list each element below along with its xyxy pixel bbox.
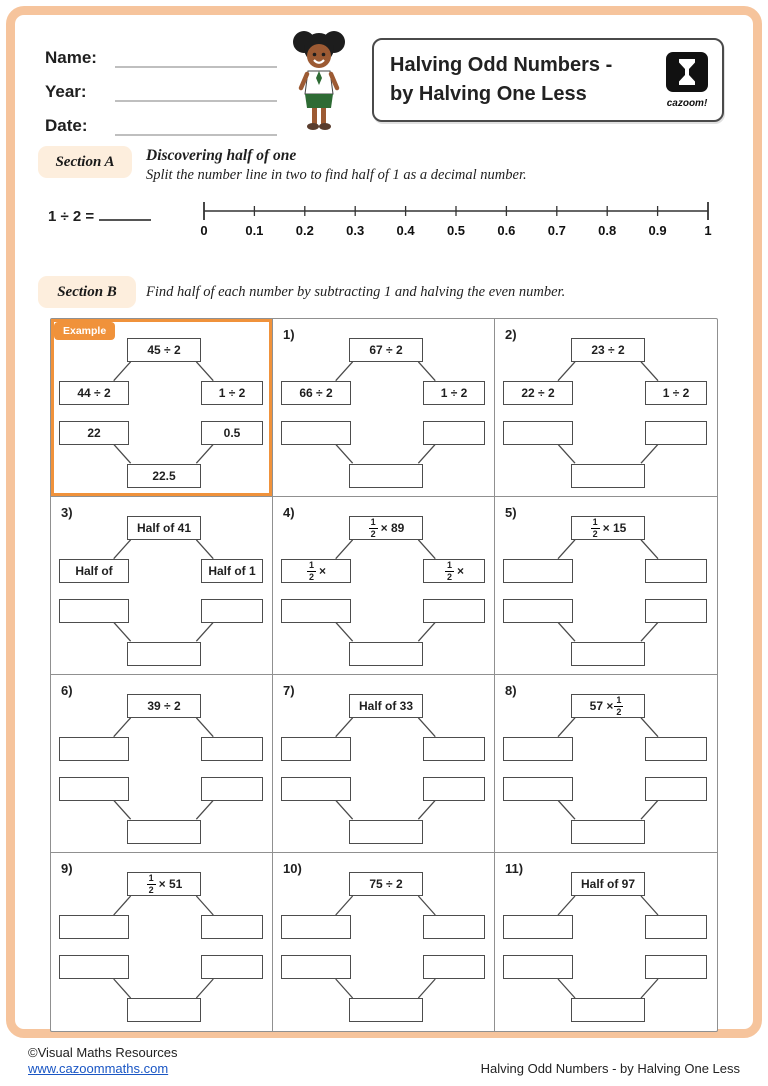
half-one-answer-box (645, 955, 707, 979)
worksheet-title-box (372, 38, 724, 122)
half-even-answer-box (59, 777, 129, 801)
final-answer-box (349, 464, 423, 488)
worksheet-title (390, 51, 664, 109)
final-answer-box (349, 998, 423, 1022)
problem-number: 5) (505, 505, 517, 520)
one-part-box (201, 915, 263, 939)
even-part-box: Half of (59, 559, 129, 583)
problem-number: 9) (61, 861, 73, 876)
section-a-heading: Discovering half of one (146, 147, 297, 164)
problem-cell (51, 675, 273, 853)
number-line-label: 0.1 (245, 223, 264, 238)
number-line-label: 0.5 (446, 223, 466, 238)
year-blank-line (115, 82, 277, 102)
problem-cell (495, 853, 717, 1031)
final-answer-box (571, 464, 645, 488)
section-a-instruction: Split the number line in two to find half of 1 as a decimal number. (146, 167, 527, 183)
expression-box: Half of 41 (127, 516, 201, 540)
half-even-answer-box (281, 955, 351, 979)
example-badge: Example (54, 322, 115, 340)
equation (48, 206, 151, 225)
problem-number: 11) (505, 861, 524, 876)
problem-number: 8) (505, 683, 517, 698)
expression-box: 67 ÷ 2 (349, 338, 423, 362)
one-part-box: 1 ÷ 2 (201, 381, 263, 405)
half-even-answer-box (503, 421, 573, 445)
equation-answer-blank (99, 206, 151, 221)
number-line-label: 0.4 (396, 223, 415, 238)
expression-box: Half of 33 (349, 694, 423, 718)
half-fraction: $\frac{1}{2}$ (446, 559, 452, 582)
final-answer-box (571, 820, 645, 844)
date-blank-line (115, 116, 277, 136)
number-line (200, 200, 712, 244)
half-even-answer-box (503, 599, 573, 623)
name-blank-line (115, 48, 277, 68)
number-line-label: 1 (704, 223, 712, 238)
final-answer-box (349, 642, 423, 666)
expression-box: $\frac{1}{2}$ × 89 (349, 516, 423, 540)
number-line-label: 0.9 (648, 223, 667, 238)
half-one-answer-box (423, 421, 485, 445)
problem-cell (273, 497, 495, 675)
even-part-box: $\frac{1}{2}$ × (281, 559, 351, 583)
even-part-box (281, 737, 351, 761)
half-fraction: $\frac{1}{2}$ (592, 516, 598, 539)
cazoom-logo-text: cazoom! (666, 97, 708, 109)
even-part-box (503, 737, 573, 761)
half-one-answer-box (201, 777, 263, 801)
half-fraction: $\frac{1}{2}$ (616, 694, 622, 717)
year-label: Year: (45, 82, 87, 101)
half-one-answer-box (423, 955, 485, 979)
one-part-box (645, 915, 707, 939)
date-field (45, 112, 277, 136)
final-answer-box (127, 642, 201, 666)
problem-number: 10) (283, 861, 302, 876)
year-field (45, 78, 277, 102)
half-fraction: $\frac{1}{2}$ (148, 872, 154, 895)
number-line-label: 0.2 (295, 223, 314, 238)
expression-box: Half of 97 (571, 872, 645, 896)
problem-cell (273, 853, 495, 1031)
even-part-box (503, 915, 573, 939)
expression-box: 39 ÷ 2 (127, 694, 201, 718)
number-line-label: 0 (200, 223, 208, 238)
half-even-answer-box (59, 955, 129, 979)
expression-box: 75 ÷ 2 (349, 872, 423, 896)
even-part-box (59, 737, 129, 761)
expression-box: 57 × $\frac{1}{2}$ (571, 694, 645, 718)
problem-cell (273, 675, 495, 853)
problems-grid (50, 318, 718, 1032)
even-part-box: 22 ÷ 2 (503, 381, 573, 405)
date-label: Date: (45, 116, 88, 135)
one-part-box: Half of 1 (201, 559, 263, 583)
title-line-2: by Halving One Less (390, 83, 587, 105)
half-even-answer-box: 22 (59, 421, 129, 445)
name-field (45, 44, 277, 68)
problem-cell (495, 497, 717, 675)
one-part-box (645, 559, 707, 583)
problem-number: 7) (283, 683, 295, 698)
mascot-illustration (288, 28, 350, 132)
cazoom-logo-icon (666, 52, 708, 92)
one-part-box (423, 737, 485, 761)
problem-cell (495, 675, 717, 853)
website-link[interactable]: www.cazoommaths.com (28, 1061, 169, 1076)
one-part-box: 1 ÷ 2 (423, 381, 485, 405)
problem-cell (273, 319, 495, 497)
one-part-box (201, 737, 263, 761)
expression-box: 23 ÷ 2 (571, 338, 645, 362)
final-answer-box: 22.5 (127, 464, 201, 488)
expression-box: 45 ÷ 2 (127, 338, 201, 362)
section-b-instruction: Find half of each number by subtracting 1 and halving the even number. (146, 284, 566, 300)
half-one-answer-box (423, 777, 485, 801)
half-even-answer-box (281, 777, 351, 801)
number-line-axis (200, 200, 712, 222)
section-b-badge: Section B (38, 276, 136, 308)
footer-worksheet-title: Halving Odd Numbers - by Halving One Less (480, 1061, 740, 1076)
half-one-answer-box (645, 599, 707, 623)
half-fraction: $\frac{1}{2}$ (370, 516, 376, 539)
one-part-box (645, 737, 707, 761)
problem-number: 3) (61, 505, 73, 520)
number-line-label: 0.6 (497, 223, 516, 238)
final-answer-box (349, 820, 423, 844)
student-info-fields (45, 44, 277, 146)
half-one-answer-box (645, 777, 707, 801)
name-label: Name: (45, 48, 97, 67)
half-even-answer-box (281, 599, 351, 623)
problem-cell (495, 319, 717, 497)
expression-box: $\frac{1}{2}$ × 51 (127, 872, 201, 896)
problem-number: 2) (505, 327, 517, 342)
number-line-label: 0.7 (547, 223, 566, 238)
half-one-answer-box (645, 421, 707, 445)
expression-box: $\frac{1}{2}$ × 15 (571, 516, 645, 540)
one-part-box: $\frac{1}{2}$ × (423, 559, 485, 583)
half-one-answer-box: 0.5 (201, 421, 263, 445)
final-answer-box (571, 998, 645, 1022)
half-fraction: $\frac{1}{2}$ (308, 559, 314, 582)
half-even-answer-box (503, 777, 573, 801)
problem-number: 1) (283, 327, 295, 342)
even-part-box: 44 ÷ 2 (59, 381, 129, 405)
number-line-label: 0.8 (598, 223, 617, 238)
half-even-answer-box (59, 599, 129, 623)
final-answer-box (127, 820, 201, 844)
problem-cell (51, 497, 273, 675)
one-part-box: 1 ÷ 2 (645, 381, 707, 405)
half-even-answer-box (503, 955, 573, 979)
example-cell (51, 319, 273, 497)
title-line-1: Halving Odd Numbers - (390, 54, 613, 76)
copyright-text: ©Visual Maths Resources (28, 1045, 178, 1060)
half-one-answer-box (423, 599, 485, 623)
problem-number: 4) (283, 505, 295, 520)
half-one-answer-box (201, 955, 263, 979)
final-answer-box (571, 642, 645, 666)
problem-number: 6) (61, 683, 73, 698)
half-one-answer-box (201, 599, 263, 623)
even-part-box (281, 915, 351, 939)
equation-text: 1 ÷ 2 = (48, 208, 95, 225)
even-part-box (59, 915, 129, 939)
number-line-label: 0.3 (346, 223, 365, 238)
even-part-box: 66 ÷ 2 (281, 381, 351, 405)
final-answer-box (127, 998, 201, 1022)
half-even-answer-box (281, 421, 351, 445)
cazoom-logo (664, 52, 710, 109)
section-a-badge: Section A (38, 146, 132, 178)
problem-cell (51, 853, 273, 1031)
even-part-box (503, 559, 573, 583)
one-part-box (423, 915, 485, 939)
